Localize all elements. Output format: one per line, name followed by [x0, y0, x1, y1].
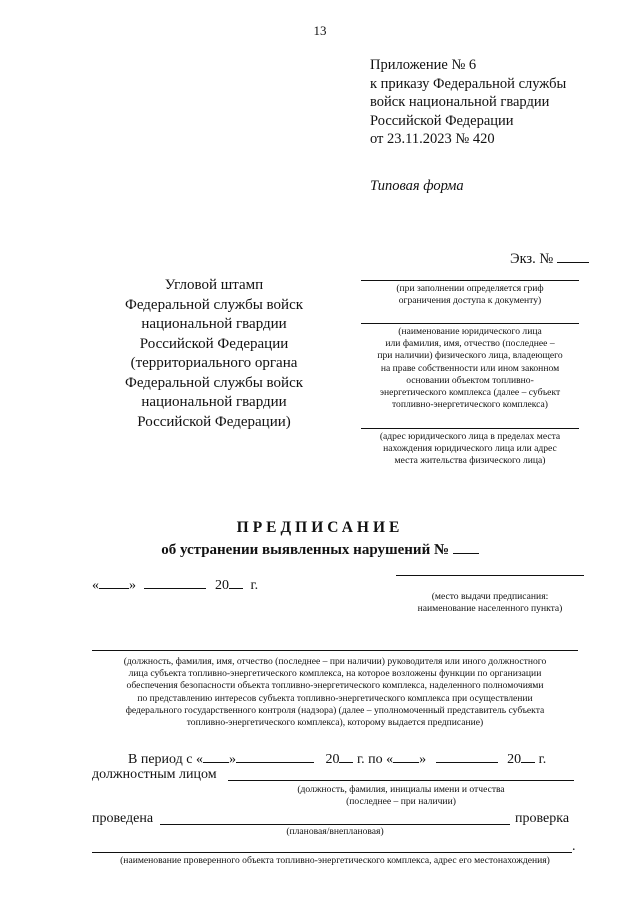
place-caption	[396, 591, 584, 615]
from-year-prefix: 20	[325, 752, 340, 767]
caption-line: (должность, фамилия, имя, отчество (последнее – при наличии) руководителя или иного должностного	[123, 656, 547, 667]
stamp-line: (территориального органа	[130, 355, 298, 371]
date-line	[92, 574, 258, 595]
from-day-blank	[203, 748, 229, 763]
form-type: Типовая форма	[370, 178, 464, 194]
caption-line: (должность, фамилия, инициалы имени и отчества	[297, 784, 505, 795]
inspection-caption: (плановая/внеплановая)	[286, 826, 384, 837]
subtitle-text: об устранении выявленных нарушений №	[161, 542, 450, 558]
copy-number-label: Экз. №	[510, 251, 554, 267]
quote-open: «	[92, 578, 99, 593]
caption-line: (адрес юридического лица в пределах места	[379, 431, 561, 442]
object-caption: (наименование проверенного объекта топливно-энергетического комплекса, адрес его местонахождения)	[120, 855, 550, 866]
year-suffix: г.	[538, 752, 547, 767]
appendix-block	[370, 56, 630, 149]
entity-line	[361, 323, 579, 324]
quote-close: »	[419, 752, 427, 767]
official-caption	[88, 656, 582, 729]
address-caption	[361, 431, 579, 468]
caption-line: (при заполнении определяется гриф	[396, 283, 544, 294]
from-month-blank	[236, 748, 314, 763]
secrecy-caption	[361, 283, 579, 307]
to-label: г. по «	[356, 752, 394, 767]
caption-line: топливно-энергетического комплекса), которому выдается предписание)	[186, 717, 484, 729]
inspection-label: проверка	[515, 811, 570, 826]
object-line-dot: .	[572, 839, 576, 854]
stamp-line: национальной гвардии	[141, 394, 287, 410]
caption-line: федерального государственного контроля (надзора) (далее – уполномоченный представитель субъекта	[125, 704, 545, 716]
stamp-line: Федеральной службы войск	[124, 296, 304, 313]
document-title: ПРЕДПИСАНИЕ	[236, 519, 404, 536]
appendix-line: от 23.11.2023 № 420	[370, 131, 495, 147]
from-year-blank	[339, 748, 353, 763]
to-year-prefix: 20	[507, 752, 522, 767]
year-suffix: г.	[250, 578, 259, 593]
caption-line: (последнее – при наличии)	[346, 796, 456, 808]
to-year-blank	[521, 748, 535, 763]
page-number: 13	[313, 23, 327, 38]
address-line	[361, 428, 579, 429]
copy-number	[510, 248, 589, 269]
caption-line: наименование населенного пункта)	[417, 603, 563, 615]
caption-line: топливно-энергетического комплекса)	[391, 399, 548, 411]
official-line	[92, 650, 578, 651]
caption-line: при наличии) физического лица, владеющего	[377, 350, 563, 362]
stamp-line: Российской Федерации)	[137, 413, 291, 430]
caption-line: (место выдачи предписания:	[431, 591, 549, 602]
caption-line: обеспечения безопасности объекта топливно-энергетического комплекса, наделенного полномочиями	[126, 680, 544, 692]
year-prefix: 20	[215, 578, 229, 593]
caption-line: или фамилия, имя, отчество (последнее –	[385, 338, 555, 350]
inspector-line	[228, 780, 574, 781]
object-line	[92, 852, 572, 853]
caption-line: основании объектом топливно-	[406, 374, 534, 386]
day-blank	[99, 574, 129, 589]
appendix-line: к приказу Федеральной службы	[370, 75, 567, 92]
copy-number-blank	[557, 248, 589, 263]
stamp-line: Федеральной службы войск	[124, 374, 304, 391]
entity-caption	[361, 326, 579, 411]
caption-line: (наименование юридического лица	[398, 326, 542, 337]
stamp-line: Российской Федерации	[139, 335, 289, 352]
caption-line: на праве собственности или ином законном	[380, 362, 560, 374]
secrecy-line	[361, 280, 579, 281]
to-day-blank	[393, 748, 419, 763]
year-blank	[229, 574, 243, 589]
appendix-line: Российской Федерации	[370, 112, 514, 129]
caption-line: места жительства физического лица)	[394, 455, 546, 467]
number-blank	[453, 539, 479, 554]
quote-close: »	[129, 578, 136, 593]
appendix-line: войск национальной гвардии	[370, 94, 550, 110]
to-month-blank	[436, 748, 498, 763]
corner-stamp	[90, 276, 338, 432]
document-subtitle	[150, 539, 490, 559]
stamp-line: национальной гвардии	[141, 316, 287, 332]
period-label: В период с «	[128, 752, 203, 767]
appendix-line: Приложение № 6	[370, 57, 477, 73]
caption-line: ограничения доступа к документу)	[398, 295, 542, 307]
month-blank	[144, 574, 206, 589]
place-line	[396, 575, 584, 576]
inspection-type-line	[160, 824, 510, 825]
caption-line: лица субъекта топливно-энергетического комплекса, на которое возложены функции по организации	[128, 668, 542, 680]
quote-close: »	[228, 752, 236, 767]
stamp-line: Угловой штамп	[164, 277, 264, 293]
inspector-caption	[228, 784, 574, 808]
official-label: должностным лицом	[92, 767, 217, 782]
caption-line: по представлению интересов субъекта топливно-энергетического комплекса при осуществлении	[137, 692, 533, 704]
caption-line: энергетического комплекса (далее – субъект	[379, 387, 561, 399]
conducted-label: проведена	[92, 811, 154, 826]
caption-line: нахождения юридического лица или адрес	[383, 443, 557, 455]
